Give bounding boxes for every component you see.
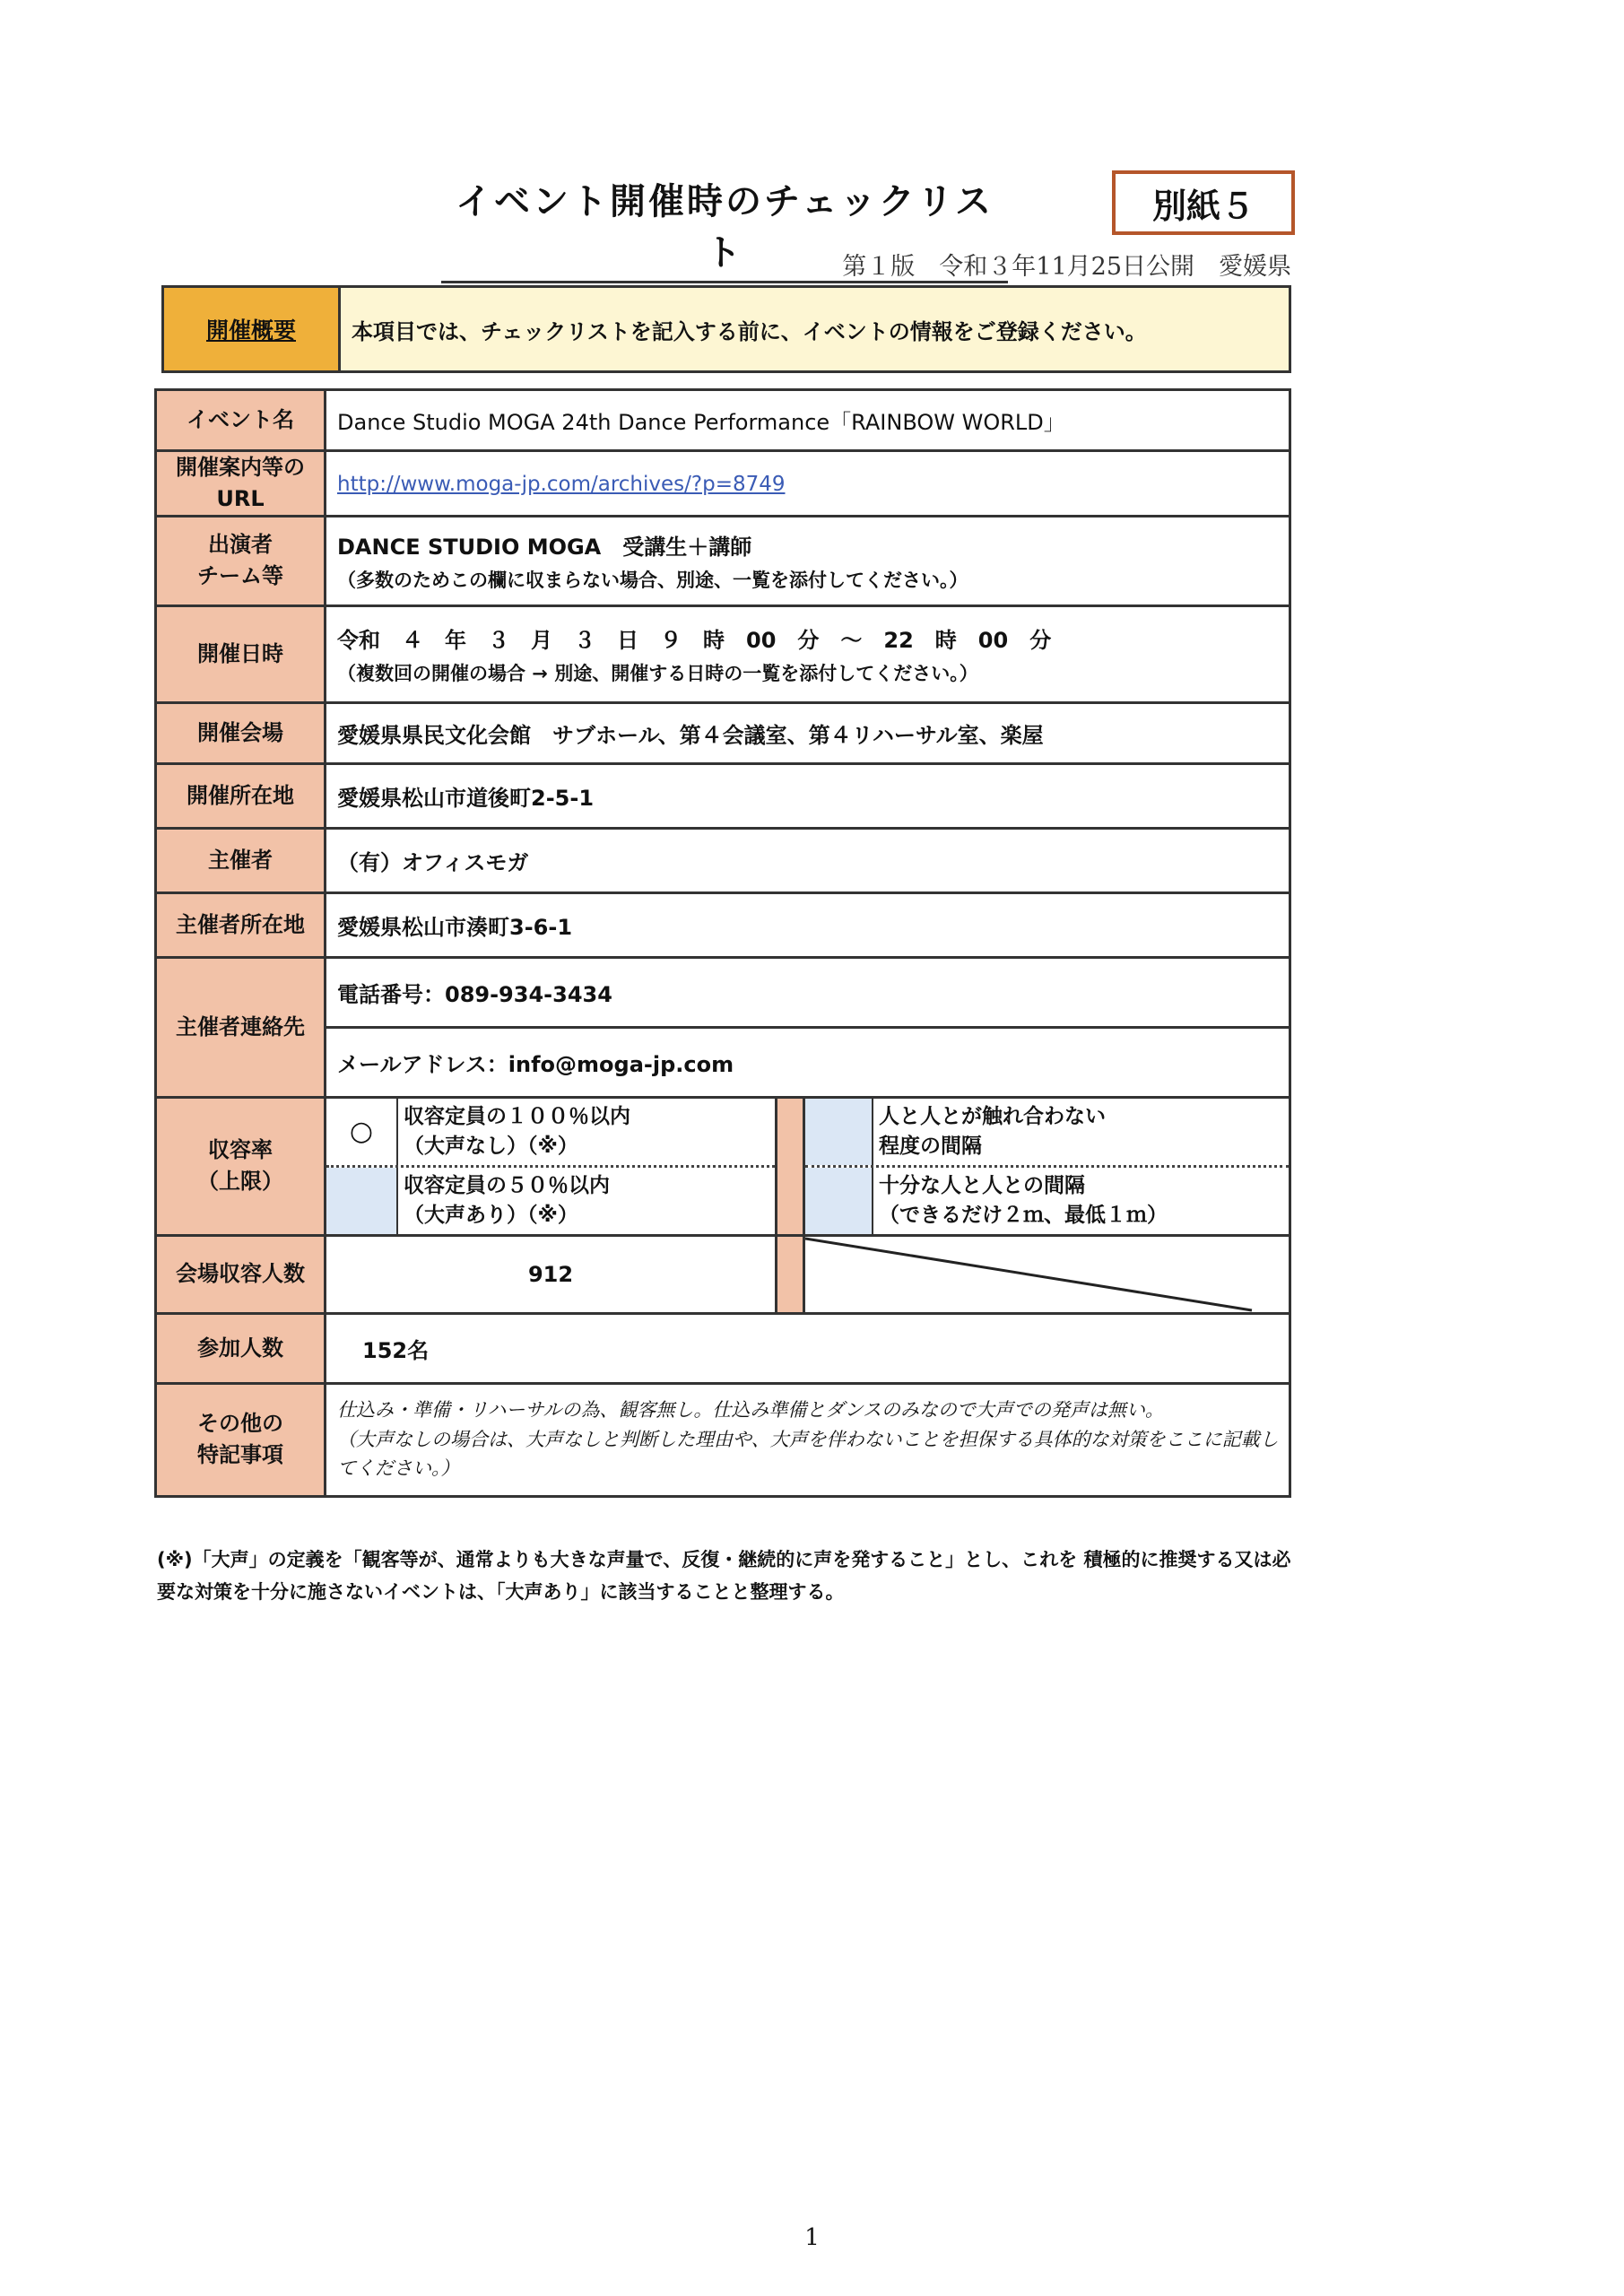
capacity-50-line2: （大声あり）（※） — [404, 1203, 578, 1227]
overview-label: 開催概要 — [164, 288, 341, 370]
row-participants — [156, 1313, 1290, 1383]
capacity-options — [326, 1097, 1290, 1235]
row-other — [156, 1383, 1290, 1496]
organizer-field[interactable]: （有）オフィスモガ — [326, 828, 1290, 892]
label-url — [156, 451, 326, 517]
footnote: (※)「大声」の定義を「観客等が、通常よりも大きな声量で、反復・継続的に声を発すること」とし、これを 積極的に推奨する又は必要な対策を十分に施さないイベントは、「大声あり」に該当することと整理する。 — [157, 1549, 1291, 1603]
row-capacity — [156, 1097, 1290, 1235]
diagonal-strike — [805, 1237, 1289, 1312]
capacity-50-text — [398, 1168, 775, 1234]
capacity-100-line1: 収容定員の１００％以内 — [404, 1105, 630, 1129]
label-other-line1: その他の — [197, 1411, 283, 1437]
label-other-line2: 特記事項 — [197, 1442, 283, 1468]
label-participants: 参加人数 — [156, 1313, 326, 1383]
label-performers-line2: チーム等 — [197, 563, 283, 589]
edition-info: 第１版 令和３年11月25日公開 愛媛県 — [842, 253, 1291, 281]
capacity-no-contact-mark[interactable] — [805, 1099, 873, 1165]
datetime-note: （複数回の開催の場合 → 別途、開催する日時の一覧を添付してください。） — [337, 662, 978, 684]
attachment-label: 別紙５ — [1112, 170, 1295, 235]
performers-value: DANCE STUDIO MOGA 受講生＋講師 — [337, 534, 752, 560]
capacity-options-wrap — [326, 1099, 1289, 1234]
capacity-100-mark[interactable]: ○ — [326, 1099, 398, 1165]
venue-address-field[interactable]: 愛媛県松山市道後町2-5-1 — [326, 763, 1290, 828]
overview-text: 本項目では、チェックリストを記入する前に、イベントの情報をご登録ください。 — [352, 318, 1147, 344]
capacity-option-no-contact[interactable] — [805, 1099, 1289, 1168]
event-name-field[interactable]: Dance Studio MOGA 24th Dance Performance「RAINBOW WORLD」 — [326, 390, 1290, 451]
contact-phone-field[interactable]: 電話番号：089-934-3434 — [326, 957, 1290, 1027]
label-organizer: 主催者 — [156, 828, 326, 892]
capacity-separator — [775, 1099, 805, 1234]
overview-bar — [161, 285, 1291, 373]
row-contact-email — [156, 1027, 1290, 1097]
label-contact: 主催者連絡先 — [156, 957, 326, 1097]
row-venue-capacity — [156, 1235, 1290, 1313]
label-datetime: 開催日時 — [156, 605, 326, 702]
contact-email-field[interactable]: メールアドレス：info@moga-jp.com — [326, 1027, 1290, 1097]
capacity-option-50[interactable] — [326, 1168, 775, 1234]
label-capacity-line2: （上限） — [197, 1169, 283, 1195]
url-field[interactable] — [326, 451, 1290, 517]
label-url-line2: URL — [216, 485, 265, 511]
performers-note: （多数のためこの欄に収まらない場合、別途、一覧を添付してください。） — [337, 569, 968, 591]
capacity-distance-line1: 十分な人と人との間隔 — [879, 1174, 1085, 1198]
capacity-50-line1: 収容定員の５０％以内 — [404, 1174, 610, 1198]
row-organizer — [156, 828, 1290, 892]
label-venue-address: 開催所在地 — [156, 763, 326, 828]
participants-field[interactable]: 152名 — [326, 1313, 1290, 1383]
venue-capacity-blank-wrap — [775, 1237, 1289, 1312]
label-other — [156, 1383, 326, 1496]
capacity-100-text — [398, 1099, 775, 1165]
label-url-line1: 開催案内等の — [176, 455, 305, 480]
capacity-distance-line2: （できるだけ２ｍ、最低１ｍ） — [879, 1203, 1168, 1227]
row-datetime — [156, 605, 1290, 702]
diagonal-line — [805, 1239, 1252, 1310]
performers-field[interactable] — [326, 516, 1290, 605]
label-capacity-line1: 収容率 — [208, 1137, 273, 1163]
capacity-no-contact-text — [873, 1099, 1289, 1165]
page-number: 1 — [804, 2224, 820, 2251]
event-url-link[interactable]: http://www.moga-jp.com/archives/?p=8749 — [337, 472, 786, 496]
label-venue: 開催会場 — [156, 702, 326, 763]
label-venue-capacity: 会場収容人数 — [156, 1235, 326, 1313]
venue-capacity-blank — [775, 1235, 1290, 1313]
label-organizer-address: 主催者所在地 — [156, 892, 326, 957]
capacity-right-options — [805, 1099, 1289, 1234]
label-performers-line1: 出演者 — [208, 532, 273, 558]
venue-capacity-separator — [775, 1237, 805, 1312]
organizer-address-field[interactable]: 愛媛県松山市湊町3-6-1 — [326, 892, 1290, 957]
capacity-left-options — [326, 1099, 775, 1234]
row-event-name — [156, 390, 1290, 451]
label-event-name: イベント名 — [156, 390, 326, 451]
event-info-table — [154, 388, 1291, 1498]
capacity-distance-mark[interactable] — [805, 1168, 873, 1234]
label-performers — [156, 516, 326, 605]
page-title: イベント開催時のチェックリスト — [441, 173, 1008, 283]
venue-capacity-field[interactable]: 912 — [326, 1235, 776, 1313]
datetime-value: 令和 ４ 年 ３ 月 ３ 日 ９ 時 00 分 ～ 22 時 00 分 — [337, 627, 1052, 653]
other-field[interactable] — [326, 1383, 1290, 1496]
row-contact-phone — [156, 957, 1290, 1027]
capacity-option-distance[interactable] — [805, 1168, 1289, 1234]
venue-field[interactable]: 愛媛県県民文化会館 サブホール、第４会議室、第４リハーサル室、楽屋 — [326, 702, 1290, 763]
row-organizer-address — [156, 892, 1290, 957]
capacity-option-100[interactable] — [326, 1099, 775, 1168]
capacity-100-line2: （大声なし）（※） — [404, 1134, 578, 1158]
capacity-distance-text — [873, 1168, 1289, 1234]
datetime-field[interactable] — [326, 605, 1290, 702]
other-hint: （大声なしの場合は、大声なしと判断した理由や、大声を伴わないことを担保する具体的な対策をここに記載してください。） — [337, 1428, 1279, 1480]
row-venue-address — [156, 763, 1290, 828]
capacity-50-mark[interactable] — [326, 1168, 398, 1234]
capacity-no-contact-line2: 程度の間隔 — [879, 1134, 982, 1158]
other-value: 仕込み・準備・リハーサルの為、観客無し。仕込み準備とダンスのみなので大声での発声は無い。 — [337, 1399, 1164, 1422]
row-venue — [156, 702, 1290, 763]
capacity-no-contact-line1: 人と人とが触れ合わない — [879, 1105, 1106, 1129]
label-capacity — [156, 1097, 326, 1235]
row-performers — [156, 516, 1290, 605]
row-url — [156, 451, 1290, 517]
